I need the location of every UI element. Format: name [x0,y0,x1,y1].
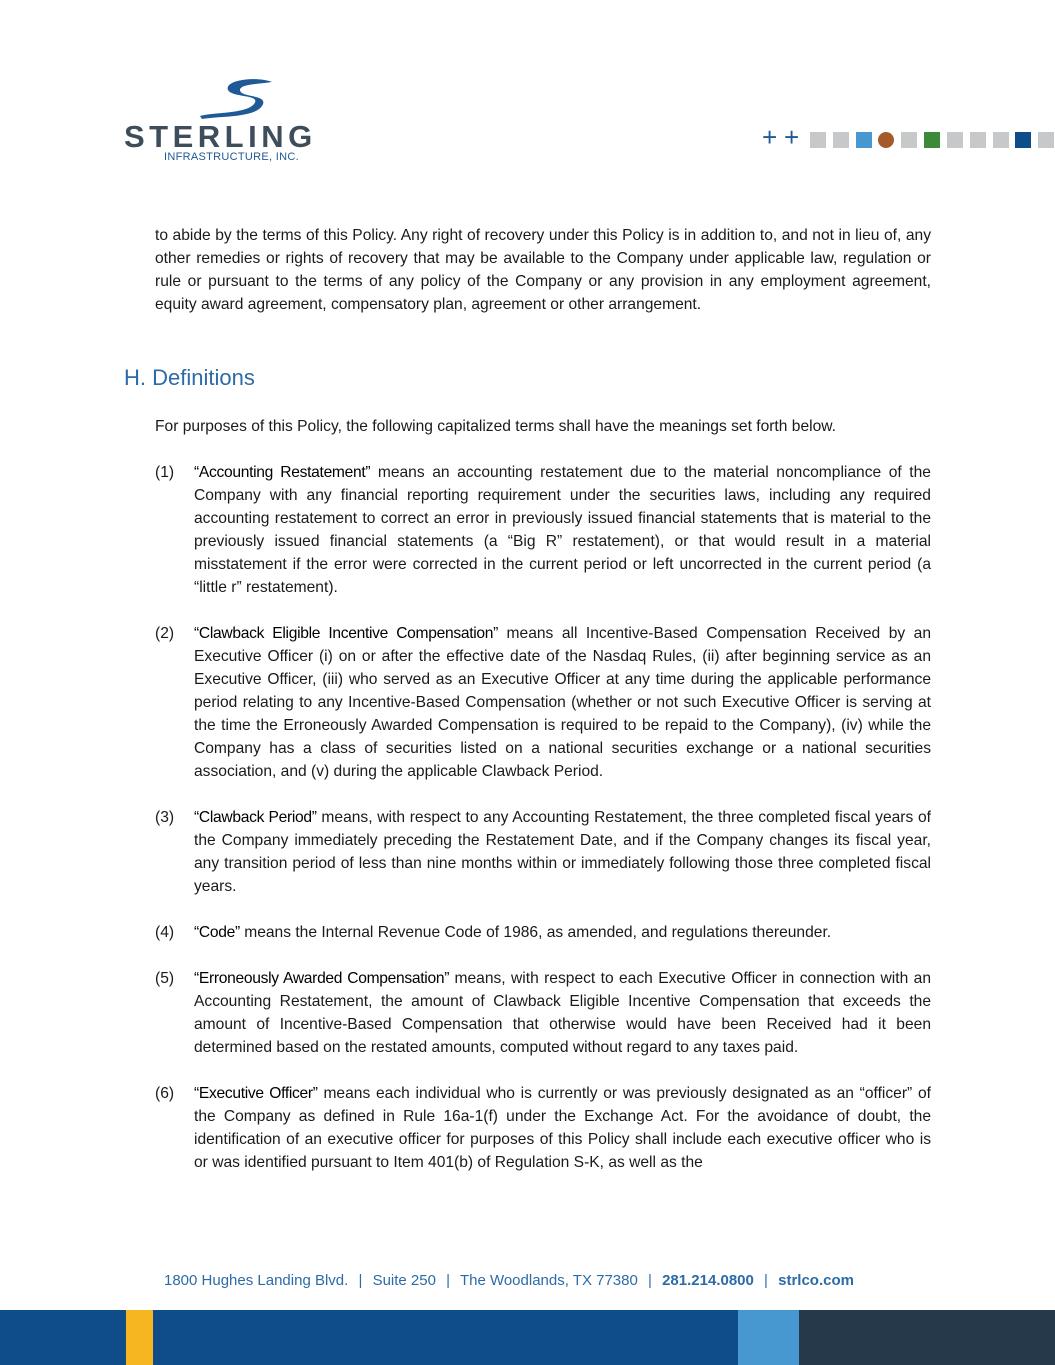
green-square [924,132,940,148]
swoosh-icon [196,78,276,120]
definition-item [155,461,931,599]
definition-text: means each individual who is currently or was previously designated as an “officer” of the Company as defined in Rule 16a-1(f) under the Exchange Act. For the avoidance of doubt, the identification of an executive officer for purposes of this Policy shall include each executive officer who is or was identified pursuant to Item 401(b) of Regulation S-K, as well as the [194,1085,931,1171]
definition-item [155,967,931,1059]
definition-number: (1) [155,464,175,481]
definition-item [155,1082,931,1174]
logo-wordmark: STERLING [124,119,317,154]
definition-text: means the Internal Revenue Code of 1986, as amended, and regulations thereunder. [239,924,832,941]
footer-bar-navy-main [153,1310,738,1365]
definition-number: (3) [155,809,175,826]
footer-contact [164,1270,854,1292]
gray-square [970,132,986,148]
footer-separator: | [764,1272,768,1289]
definition-term: “Clawback Eligible Incentive Compensation” [194,625,499,642]
footer-website-link[interactable]: strlco.com [778,1272,854,1289]
section-heading: H. Definitions [124,365,255,390]
definition-term: “Code” [194,924,240,941]
definition-item [155,921,931,944]
navy-square [1015,132,1031,148]
footer-separator: | [648,1272,652,1289]
definition-item [155,622,931,783]
brown-circle [878,132,894,148]
definition-number: (2) [155,625,175,642]
footer-city: The Woodlands, TX 77380 [459,1272,638,1289]
definition-term: “Erroneously Awarded Compensation” [194,970,450,987]
definition-text: means an accounting restatement due to the material noncompliance of the Company with any financial reporting requirement under the securities laws, including any required accounting restatement to correct an error in previously issued financial statements that is material to the previously issued financial statements (a “Big R” restatement), or that would result in a material misstatement if the error were corrected in the current period or left uncorrected in the current period (a “little r” restatement). [194,464,931,596]
definition-text: means, with respect to any Accounting Restatement, the three completed fiscal years of the Company immediately preceding the Restatement Date, and if the Company changes its fiscal year, any transition period of less than nine months within or immediately following those three completed fiscal years. [194,809,932,895]
footer-separator: | [358,1272,363,1289]
footer-separator: | [446,1272,451,1289]
plus-icon: + [784,122,800,152]
definition-item [155,806,931,898]
blue-square [856,132,872,148]
footer-bar-navy [0,1310,126,1365]
section-intro: For purposes of this Policy, the following capitalized terms shall have the meanings set forth below. [155,418,836,435]
logo-subtitle: INFRASTRUCTURE, INC. [164,151,299,163]
footer-suite: Suite 250 [372,1272,436,1289]
footer-bar-slate [799,1310,1055,1365]
document-body [155,224,931,316]
gray-square [810,132,826,148]
gray-square [947,132,963,148]
footer-phone[interactable]: 281.214.0800 [662,1272,754,1289]
definition-term: “Executive Officer” [194,1085,318,1102]
company-logo [124,78,354,168]
definition-text: means, with respect to each Executive Officer in connection with an Accounting Restatement, the amount of Clawback Eligible Incentive Compensation that exceeds the amount of Incentive-Based Compensation that otherwise would have been Received had it been determined based on the restated amounts, computed without regard to any taxes paid. [194,970,931,1056]
definition-number: (5) [155,970,175,987]
continuation-paragraph: to abide by the terms of this Policy. Any right of recovery under this Policy is in addition to, and not in lieu of, any other remedies or rights of recovery that may be available to the Company under applicable law, regulation or rule or pursuant to the terms of any policy of the Company or any provision in any employment agreement, equity award agreement, compensatory plan, agreement or other arrangement. [155,227,931,313]
definition-term: “Accounting Restatement” [194,464,371,481]
plus-icon: + [762,122,778,152]
footer-bar-yellow [126,1310,153,1365]
definition-number: (6) [155,1085,175,1102]
gray-square [901,132,917,148]
gray-square [833,132,849,148]
definition-number: (4) [155,924,175,941]
gray-square [993,132,1009,148]
definition-term: “Clawback Period” [194,809,317,826]
footer-bar-lightblue [738,1310,799,1365]
gray-square [1038,132,1054,148]
footer-address: 1800 Hughes Landing Blvd. [164,1272,349,1289]
definition-text: means all Incentive-Based Compensation Received by an Executive Officer (i) on or after the effective date of the Nasdaq Rules, (ii) after beginning service as an Executive Officer, (iii) who served as an Executive Officer at any time during the applicable performance period relating to any Incentive-Based Compensation (whether or not such Executive Officer is serving at the time the Erroneously Awarded Compensation is required to be repaid to the Company), (iv) while the Company has a class of securities listed on a national securities exchange or a national securities association, and (v) during the applicable Clawback Period. [194,625,931,780]
definitions-list [155,461,931,1197]
